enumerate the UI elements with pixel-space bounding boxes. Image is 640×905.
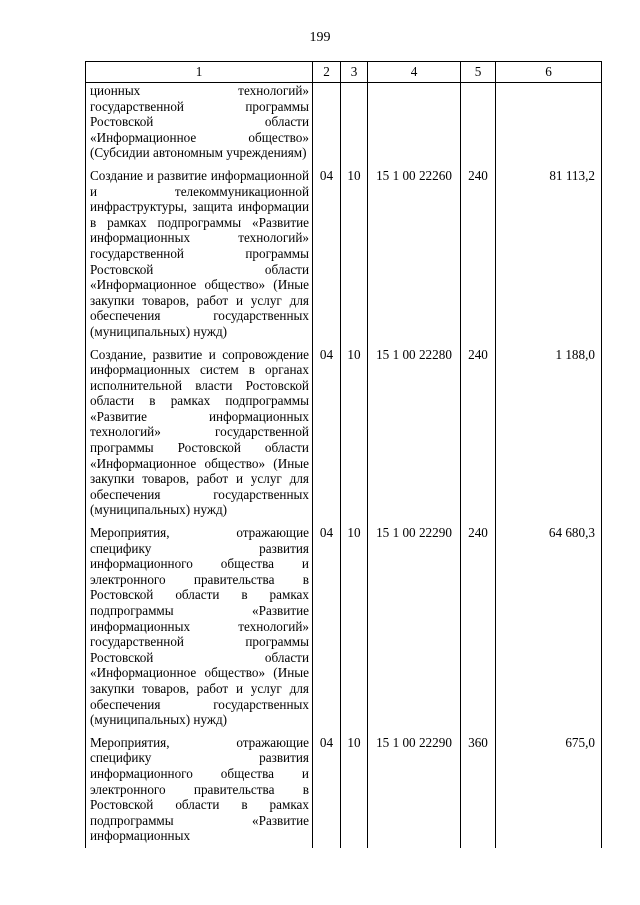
column-header-4: 4 [368,62,461,83]
row-subsection-code: 10 [341,732,368,848]
row-expense-type: 360 [461,732,496,848]
column-header-6: 6 [496,62,602,83]
row-description: Мероприятия, отражающие специфику развития информационного общества и электронного правительства в Ростовской области в рамках подпрограммы «Развитие информационных технологий» государственной программы Ростовской области «Информационное общество» (Иные закупки товаров, работ и услуг для обеспечения государственных (муниципальных) нужд) [86,522,313,732]
row-subsection-code: 10 [341,522,368,732]
column-header-2: 2 [313,62,341,83]
table-row [86,522,602,732]
row-section-code: 04 [313,732,341,848]
page-number: 199 [309,30,331,45]
row-description: Создание и развитие информационной и телекоммуникационной инфраструктуры, защита информации в рамках подпрограммы «Развитие информационных технологий» государственной программы Ростовской области «Информационное общество» (Иные закупки товаров, работ и услуг для обеспечения государственных (муниципальных) нужд) [86,165,313,344]
row-target-article: 15 1 00 22290 [368,732,461,848]
column-header-5: 5 [461,62,496,83]
column-header-3: 3 [341,62,368,83]
row-expense-type: 240 [461,165,496,344]
row-section-code: 04 [313,344,341,523]
row-section-code [313,83,341,165]
row-expense-type [461,83,496,165]
row-amount [496,83,602,165]
table-row [86,83,602,165]
row-subsection-code: 10 [341,344,368,523]
row-expense-type: 240 [461,522,496,732]
row-section-code: 04 [313,522,341,732]
row-target-article: 15 1 00 22290 [368,522,461,732]
table-row [86,344,602,523]
row-description: Мероприятия, отражающие специфику развития информационного общества и электронного правительства в Ростовской области в рамках подпрограммы «Развитие информационных [86,732,313,848]
row-description: Создание, развитие и сопровождение информационных систем в органах исполнительной власти Ростовской области в рамках подпрограммы «Развитие информационных технологий» государственной программы Ростовской области «Информационное общество» (Иные закупки товаров, работ и услуг для обеспечения государственных (муниципальных) нужд) [86,344,313,523]
row-amount: 81 113,2 [496,165,602,344]
row-description: ционных технологий» государственной программы Ростовской области «Информационное общество» (Субсидии автономным учреждениям) [86,83,313,165]
row-expense-type: 240 [461,344,496,523]
row-section-code: 04 [313,165,341,344]
row-amount: 64 680,3 [496,522,602,732]
table-row [86,165,602,344]
table-row [86,732,602,848]
row-target-article: 15 1 00 22260 [368,165,461,344]
row-amount: 675,0 [496,732,602,848]
row-subsection-code [341,83,368,165]
row-target-article: 15 1 00 22280 [368,344,461,523]
table-header-row [86,62,602,83]
column-header-1: 1 [86,62,313,83]
row-target-article [368,83,461,165]
row-amount: 1 188,0 [496,344,602,523]
budget-table [85,61,602,848]
row-subsection-code: 10 [341,165,368,344]
